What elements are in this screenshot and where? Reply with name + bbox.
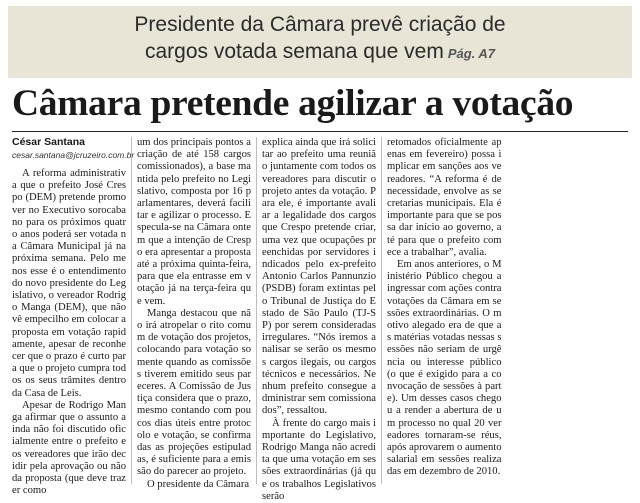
- article-column-2: [137, 137, 251, 491]
- paragraph: Em anos anteriores, o Ministério Público chegou a ingressar com ações contra votações da Câmara em sessões extraordinárias. O motivo alegado era de que as matérias votadas nessas sessões não seriam de urgência ou interesse público (o que é exigido para a convocação de sessões à parte). Um desses casos chegou a render a abertura de um processo no qual 20 vereadores tornaram-se réus, após aprovarem o aumento salarial em sessões realizadas em dezembro de 2010.: [387, 259, 502, 478]
- paragraph: retomados oficialmente apenas em fevereiro) possa implicar em sanções aos vereadores. “A reforma é de necessidade, envolve as secretarias municipais. Ela é importante para que se possa dar início ao governo, até para que o prefeito comece a trabalhar”, avalia.: [387, 137, 502, 258]
- page-reference: Pág. A7: [447, 46, 496, 61]
- kicker-line-1: Presidente da Câmara prevê criação de: [134, 13, 506, 36]
- headline-divider: [12, 131, 628, 132]
- column-divider: [131, 137, 132, 484]
- paragraph: explica ainda que irá solicitar ao prefeito uma reunião juntamente com todos os vereadores para discutir o projeto antes da votação. Para ele, é importante avaliar a legalidade dos cargos que Crespo pretende criar, uma vez que ocupações preenchidas por servidores indicados pelo ex-prefeito Antonio Carlos Pannunzio (PSDB) foram extintas pelo Tribunal de Justiça do Estado de São Paulo (TJ-SP) por serem consideradas irregulares. “Nós iremos analisar se serão os mesmos cargos ilegais, ou cargos técnicos e necessários. Nenhum prefeito consegue administrar sem comissionados”, ressaltou.: [262, 137, 376, 417]
- kicker-box: [8, 6, 632, 78]
- article-column-4: [387, 137, 627, 484]
- paragraph: À frente do cargo mais importante do Legislativo, Rodrigo Manga não acredita que uma votação em sessões extraordinárias (já que os trabalhos Legislativos serão: [262, 417, 376, 502]
- article-headline: Câmara pretende agilizar a votação: [12, 83, 574, 124]
- column-divider: [256, 137, 257, 484]
- article-column-1: [12, 168, 126, 497]
- paragraph: A reforma administrativa que o prefeito José Crespo (DEM) pretende promover no Executivo sorocabano para os próximos quatro anos poderá ser votada na Câmara Municipal já na próxima semana. Pelo menos esse é o entendimento do novo presidente do Legislativo, o vereador Rodrigo Manga (DEM), que não vê empecilho em colocar a proposta em votação rapidamente, apesar de reconhecer que o prazo é curto para que o projeto cumpra todos os seus trâmites dentro da Casa de Leis.: [12, 168, 126, 399]
- author-name: César Santana: [12, 136, 85, 148]
- paragraph: Manga destacou que não irá atropelar o rito comum de votação dos projetos, colocando para votação somente quando as comissões tiverem emitido seus pareceres. A Comissão de Justiça considera que o prazo, mesmo contando com poucos dias úteis entre protocolo e votação, se confirmadas as projeções estipuladas, é suficiente para a emissão do parecer ao projeto.: [137, 307, 251, 478]
- author-email: cesar.santana@jcruzeiro.com.br: [12, 150, 135, 160]
- article-column-3: [262, 137, 376, 503]
- paragraph: um dos principais pontos a criação de até 158 cargos comissionados), a base mantida pelo prefeito no Legislativo, composta por 16 parlamentares, deverá facilitar e agilizar o processo. Especula-se na Câmara ontem que a intenção de Crespo era apresentar a proposta até a próxima quinta-feira, para que ela entrasse em votação já na terça-feira que vem.: [137, 137, 251, 307]
- paragraph: O presidente da Câmara: [147, 478, 250, 490]
- byline: [12, 136, 136, 161]
- kicker-line-2: [8, 38, 632, 67]
- kicker-line-2-text: cargos votada semana que vem: [144, 40, 444, 63]
- column-divider: [381, 137, 382, 484]
- paragraph: Apesar de Rodrigo Manga afirmar que o assunto ainda não foi discutido oficialmente entre o prefeito e os vereadores que irão decidir pela aprovação ou não da proposta (que deve trazer como: [12, 399, 126, 497]
